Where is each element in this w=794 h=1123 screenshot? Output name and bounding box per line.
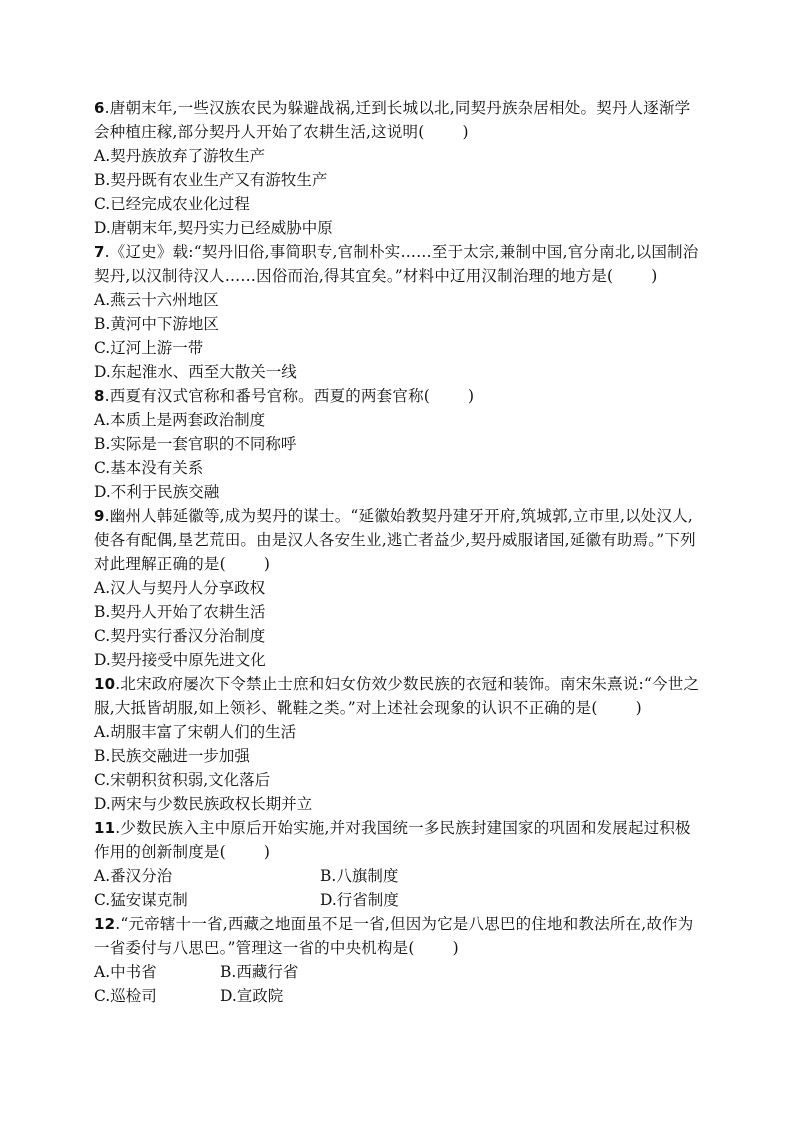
answer-paren-close: ): [462, 123, 469, 141]
question-7: [94, 240, 704, 384]
question-text: .《辽史》载:“契丹旧俗,事简职专,官制朴实……至于太宗,兼制中国,官分南北,以国制治契丹,以汉制待汉人……因俗而治,得其宜矣。”材料中辽用汉制治理的地方是(: [94, 243, 699, 285]
answer-paren-close: ): [263, 843, 271, 861]
question-stem: [94, 504, 704, 576]
option-a: A.契丹族放弃了游牧生产: [94, 147, 266, 165]
option-a: A.番汉分治: [94, 867, 173, 885]
question-stem: [94, 384, 704, 408]
question-12: [94, 912, 704, 1008]
question-text: .北宋政府屡次下令禁止士庶和妇女仿效少数民族的衣冠和装饰。南宋朱熹说:“今世之服,大抵皆胡服,如上领衫、靴鞋之类。”对上述社会现象的认识不正确的是(: [94, 675, 700, 717]
option-d: D.不利于民族交融: [94, 483, 220, 501]
option-d: D.行省制度: [320, 891, 399, 909]
option-c: C.宋朝积贫积弱,文化落后: [94, 771, 271, 789]
question-9: [94, 504, 704, 672]
option-c: C.巡检司: [94, 987, 157, 1005]
option-b: B.西藏行省: [220, 963, 299, 981]
option-row: [94, 864, 704, 888]
option-d: D.东起淮水、西至大散关一线: [94, 363, 297, 381]
question-stem: [94, 240, 704, 288]
answer-paren-close: ): [651, 267, 658, 285]
answer-paren-close: ): [263, 555, 271, 573]
option-b: B.契丹既有农业生产又有游牧生产: [94, 171, 328, 189]
option-a: A.汉人与契丹人分享政权: [94, 579, 266, 597]
option-a: A.本质上是两套政治制度: [94, 411, 266, 429]
option-row: [94, 960, 704, 984]
option-b: B.民族交融进一步加强: [94, 747, 250, 765]
question-text: .幽州人韩延徽等,成为契丹的谋士。“延徽始教契丹建牙开府,筑城郭,立市里,以处汉人,使各有配偶,垦艺荒田。由是汉人各安生业,逃亡者益少,契丹威服诸国,延徽有助焉。”下列对此理解正确的是(: [94, 507, 696, 573]
option-d: D.唐朝末年,契丹实力已经威胁中原: [94, 219, 333, 237]
question-text: .西夏有汉式官称和番号官称。西夏的两套官称(: [104, 387, 431, 405]
option-d: D.宣政院: [220, 987, 284, 1005]
question-text: .唐朝末年,一些汉族农民为躲避战祸,迁到长城以北,同契丹族杂居相处。契丹人逐渐学会种植庄稼,部分契丹人开始了农耕生活,这说明(: [94, 99, 691, 141]
question-number: 6: [94, 99, 105, 117]
question-stem: [94, 816, 704, 864]
question-number: 10: [94, 675, 116, 693]
option-c: C.契丹实行番汉分治制度: [94, 627, 266, 645]
question-11: [94, 816, 704, 912]
option-c: C.猛安谋克制: [94, 891, 188, 909]
question-text: .“元帝辖十一省,西藏之地面虽不足一省,但因为它是八思巴的住地和教法所在,故作为一省委付与八思巴。”管理这一省的中央机构是(: [94, 915, 694, 957]
answer-paren-close: ): [468, 387, 475, 405]
question-stem: [94, 912, 704, 960]
option-c: C.辽河上游一带: [94, 339, 204, 357]
answer-paren-close: ): [452, 939, 459, 957]
option-a: A.中书省: [94, 963, 157, 981]
question-stem: [94, 96, 704, 144]
option-d: D.契丹接受中原先进文化: [94, 651, 266, 669]
option-b: B.契丹人开始了农耕生活: [94, 603, 266, 621]
question-number: 7: [94, 243, 105, 261]
option-row: [94, 984, 704, 1008]
question-6: [94, 96, 704, 240]
question-number: 9: [94, 507, 105, 525]
option-d: D.两宋与少数民族政权长期并立: [94, 795, 313, 813]
question-number: 8: [94, 387, 105, 405]
option-c: C.基本没有关系: [94, 459, 204, 477]
option-c: C.已经完成农业化过程: [94, 195, 250, 213]
option-b: B.八旗制度: [320, 867, 399, 885]
question-stem: [94, 672, 704, 720]
option-a: A.燕云十六州地区: [94, 291, 219, 309]
option-a: A.胡服丰富了宋朝人们的生活: [94, 723, 297, 741]
option-b: B.实际是一套官职的不同称呼: [94, 435, 297, 453]
option-row: [94, 888, 704, 912]
question-text: .少数民族入主中原后开始实施,并对我国统一多民族封建国家的巩固和发展起过积极作用的创新制度是(: [94, 819, 691, 861]
question-number: 12: [94, 915, 116, 933]
question-8: [94, 384, 704, 504]
question-10: [94, 672, 704, 816]
answer-paren-close: ): [635, 699, 642, 717]
question-number: 11: [94, 819, 116, 837]
option-b: B.黄河中下游地区: [94, 315, 219, 333]
